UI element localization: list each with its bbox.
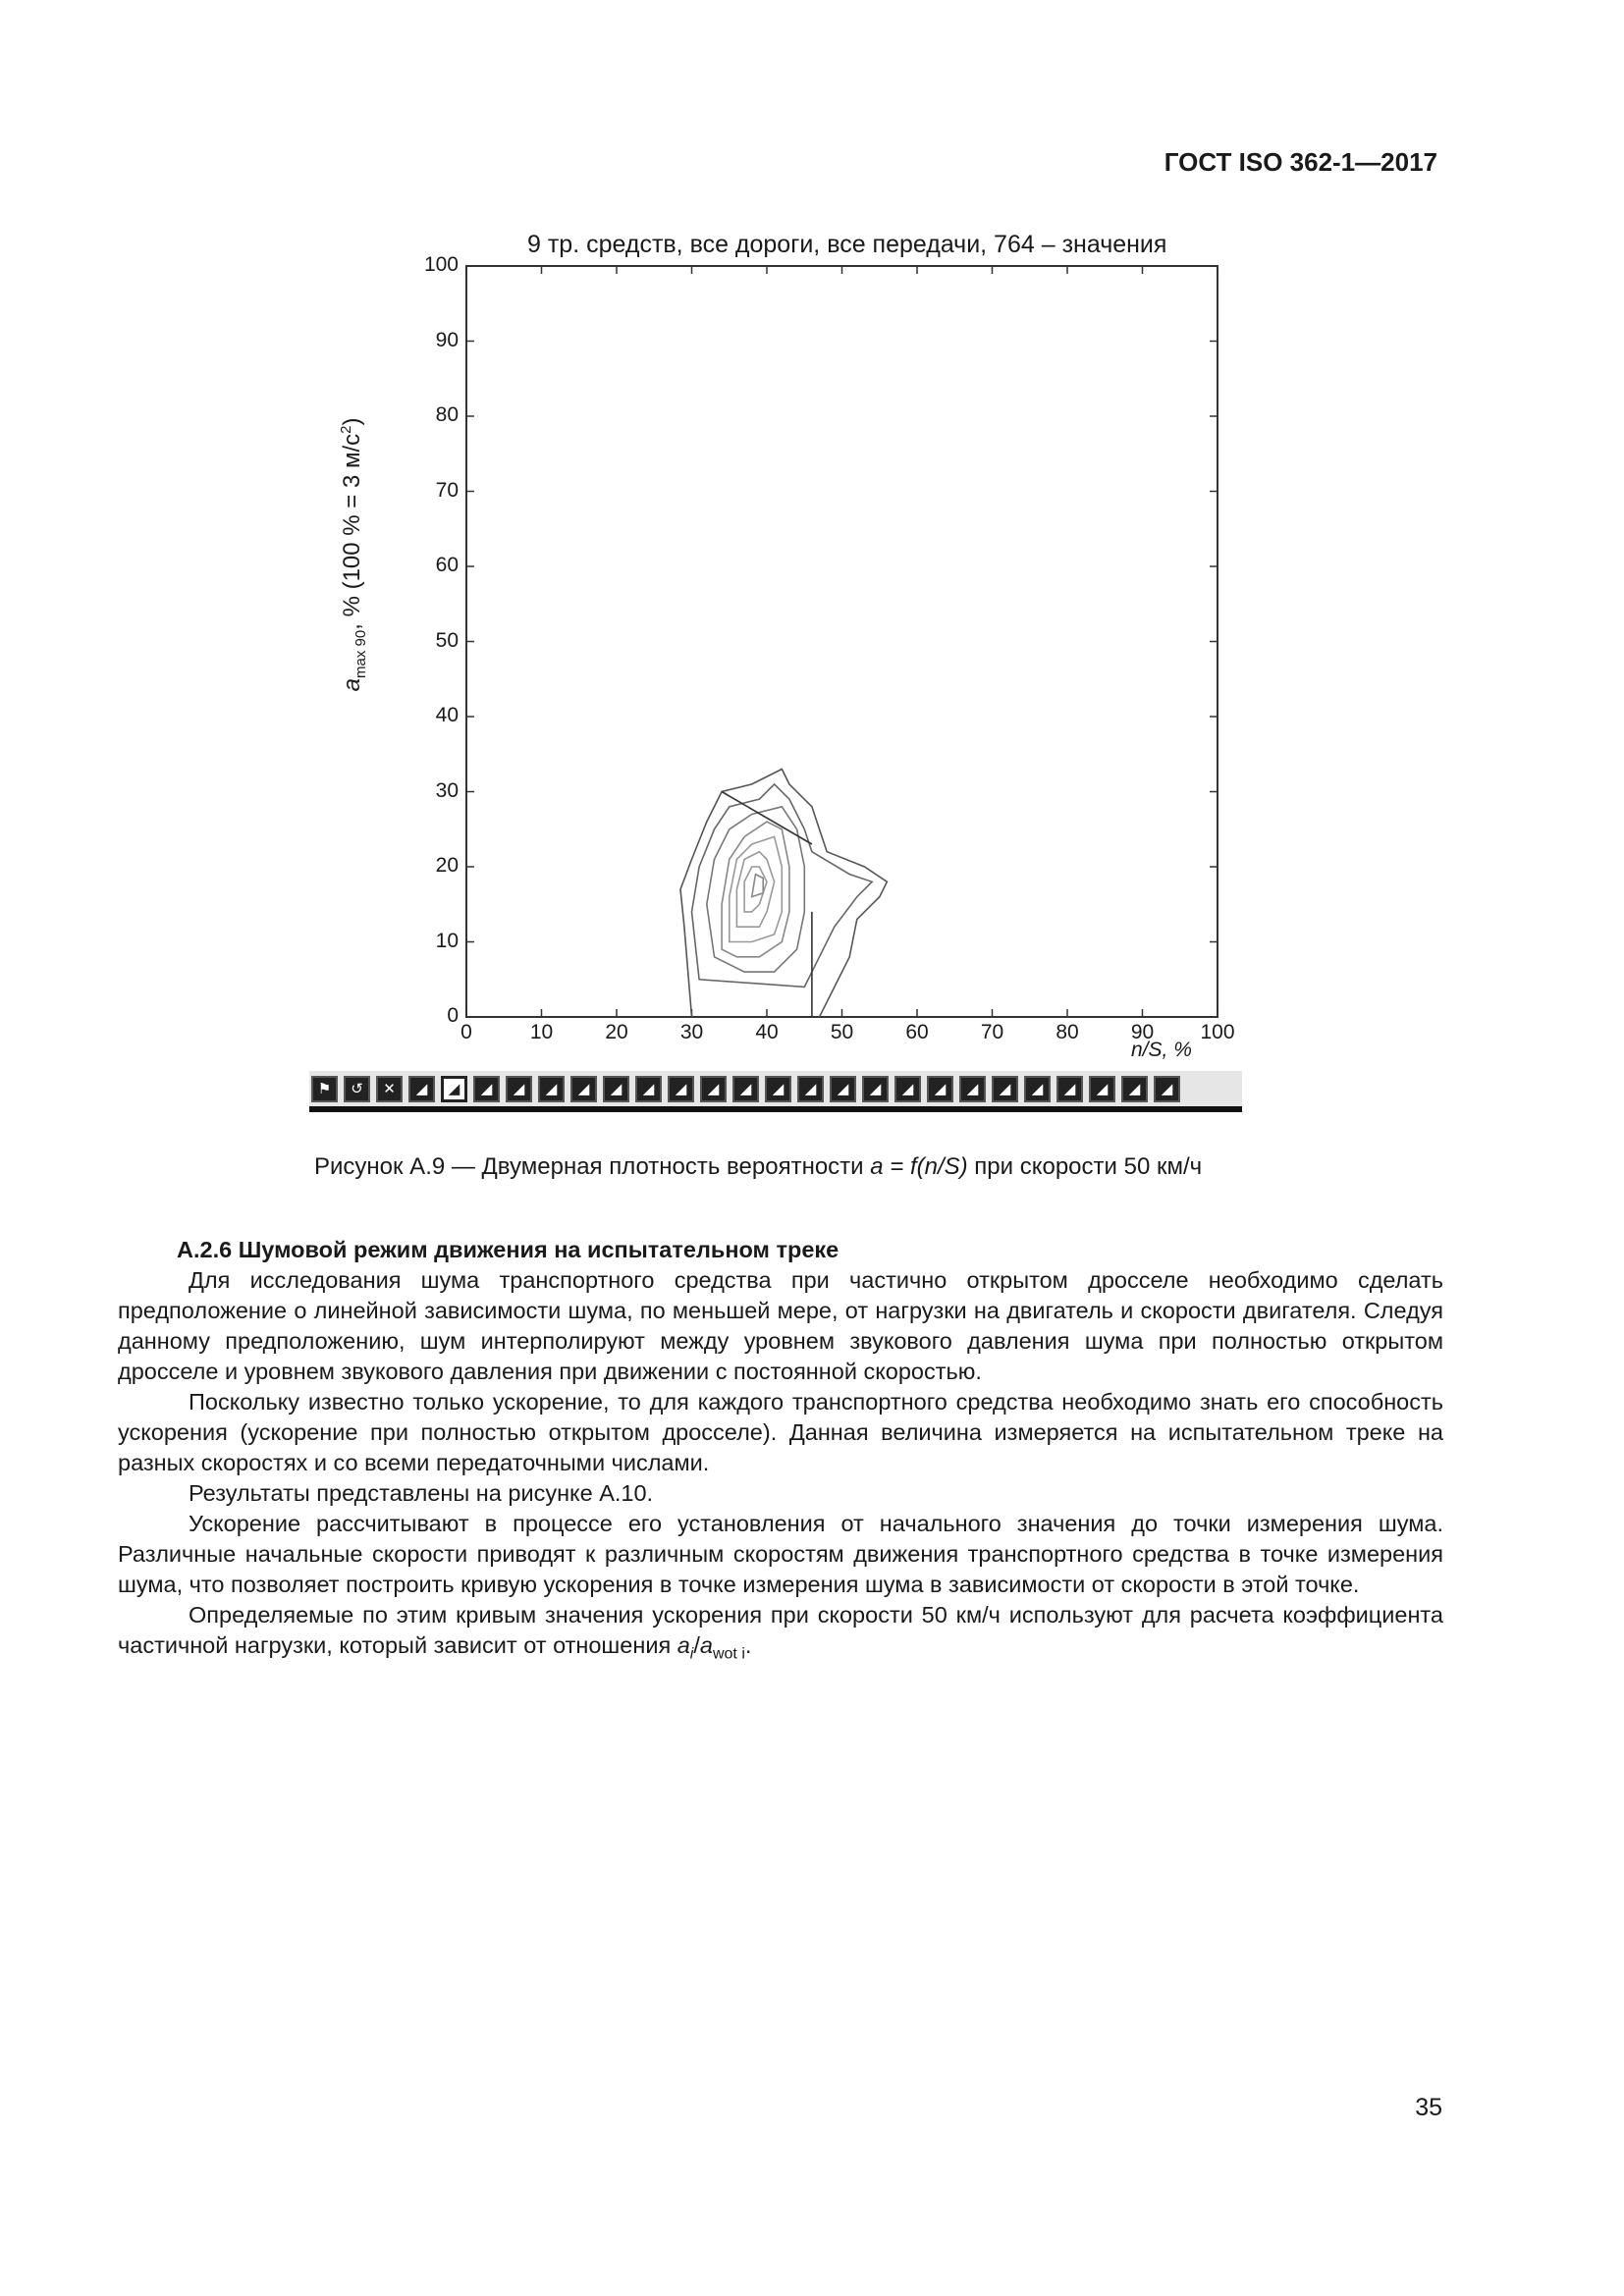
x-tick-label: 80 bbox=[1056, 1021, 1079, 1043]
plot-icon[interactable]: ◢ bbox=[506, 1076, 532, 1102]
page-number: 35 bbox=[1415, 2094, 1442, 2121]
paragraph-2: Поскольку известно только ускорение, то для каждого транспортного средства необходимо знать его способность ускорения (ускорение при полностью открытом дросселе). Данная величина измеряется на испытательном треке на разных скоростях и со всеми передаточными числами. bbox=[118, 1389, 1443, 1475]
chart-title: 9 тр. средств, все дороги, все передачи, 764 – значения bbox=[527, 231, 1167, 258]
x-tick-label: 0 bbox=[460, 1021, 472, 1043]
figure-toolbar bbox=[309, 1071, 1242, 1112]
figure-caption bbox=[314, 1153, 1202, 1181]
plot-icon[interactable]: ◢ bbox=[700, 1076, 727, 1102]
y-tick-label: 80 bbox=[435, 403, 459, 426]
x-tick-label: 50 bbox=[830, 1021, 854, 1043]
x-tick-label: 100 bbox=[1200, 1021, 1235, 1043]
y-tick-label: 10 bbox=[435, 929, 459, 952]
plot-icon[interactable]: ◢ bbox=[538, 1076, 565, 1102]
x-tick-label: 10 bbox=[529, 1021, 554, 1043]
plot-icon[interactable]: ◢ bbox=[1056, 1076, 1083, 1102]
y-axis-end: ) bbox=[339, 417, 366, 426]
close-icon[interactable]: ✕ bbox=[376, 1076, 403, 1102]
plot-icon[interactable]: ◢ bbox=[830, 1076, 856, 1102]
x-tick-label: 20 bbox=[605, 1021, 628, 1043]
plot-frame bbox=[466, 266, 1218, 1017]
contour-line bbox=[736, 852, 774, 928]
y-tick-label: 20 bbox=[435, 854, 459, 877]
plot-icon[interactable]: ◢ bbox=[668, 1076, 694, 1102]
caption-prefix: Рисунок А.9 — Двумерная плотность вероятности bbox=[314, 1153, 871, 1180]
plot-icon[interactable]: ◢ bbox=[408, 1076, 435, 1102]
plot-icon[interactable]: ◢ bbox=[1024, 1076, 1051, 1102]
plot-icon[interactable]: ◢ bbox=[1121, 1076, 1148, 1102]
y-axis-subscript: max 90 bbox=[352, 629, 369, 678]
plot-icon[interactable]: ◢ bbox=[603, 1076, 629, 1102]
plot-icon[interactable]: ◢ bbox=[1089, 1076, 1115, 1102]
y-tick-label: 70 bbox=[435, 478, 459, 502]
contour-line bbox=[752, 875, 764, 897]
y-tick-label: 50 bbox=[435, 628, 459, 652]
rotate-icon[interactable]: ↺ bbox=[344, 1076, 370, 1102]
x-tick-label: 30 bbox=[679, 1021, 704, 1043]
x-axis-label: n/S, % bbox=[1131, 1039, 1192, 1061]
y-tick-label: 60 bbox=[435, 554, 459, 576]
paragraph-5-text: Определяемые по этим кривым значения ускорения при скорости 50 км/ч используют для расчета коэффициента частичной нагрузки, который зависит от отношения bbox=[118, 1602, 1443, 1658]
paragraph-5 bbox=[118, 1600, 1443, 1670]
plot-icon[interactable]: ◢ bbox=[797, 1076, 824, 1102]
ratio-awot: a bbox=[699, 1632, 713, 1658]
y-tick-label: 90 bbox=[435, 328, 459, 351]
contour-line bbox=[722, 822, 789, 957]
plot-icon[interactable]: ◢ bbox=[732, 1076, 759, 1102]
plot-icon[interactable]: ◢ bbox=[992, 1076, 1018, 1102]
plot-icon[interactable]: ◢ bbox=[570, 1076, 597, 1102]
x-tick-label: 40 bbox=[755, 1021, 779, 1043]
x-tick-label: 90 bbox=[1130, 1021, 1155, 1043]
paragraph-3: Результаты представлены на рисунке А.10. bbox=[189, 1480, 654, 1506]
section-heading: А.2.6 Шумовой режим движения на испытательном треке bbox=[177, 1237, 839, 1262]
plot-icon[interactable]: ◢ bbox=[959, 1076, 986, 1102]
zoom-icon[interactable]: ⚑ bbox=[311, 1076, 338, 1102]
caption-suffix: при скорости 50 км/ч bbox=[967, 1153, 1203, 1180]
ratio-a: a bbox=[677, 1632, 690, 1658]
figure-a9 bbox=[309, 229, 1242, 1112]
ratio-awot-sub: wot i bbox=[712, 1645, 745, 1663]
x-axis-title bbox=[1131, 1039, 1192, 1062]
y-axis-symbol: a bbox=[339, 677, 366, 692]
caption-formula: a = f(n/S) bbox=[870, 1153, 968, 1180]
plot-icon-selected[interactable]: ◢ bbox=[441, 1076, 467, 1102]
y-tick-label: 0 bbox=[447, 1004, 459, 1027]
ratio-slash: / bbox=[693, 1632, 700, 1658]
x-tick-label: 60 bbox=[905, 1021, 929, 1043]
x-tick-label: 70 bbox=[980, 1021, 1004, 1043]
paragraph-4: Ускорение рассчитывают в процессе его установления от начального значения до точки измерения шума. Различные начальные скорости приводят к различным скоростям движения транспортного средства в точке измерения шума, что позволяет построить кривую ускорения в точке измерения шума в зависимости от скорости в этой точке. bbox=[118, 1511, 1443, 1597]
paragraph-1: Для исследования шума транспортного средства при частично открытом дросселе необходимо сделать предположение о линейной зависимости шума, по меньшей мере, от нагрузки на двигатель и скорости двигателя. Следуя данному предположению, шум интерполируют между уровнем звукового давления шума при полностью открытом дросселе и уровнем звукового давления при движении с постоянной скоростью. bbox=[118, 1267, 1443, 1384]
plot-icon[interactable]: ◢ bbox=[635, 1076, 662, 1102]
plot-icon[interactable]: ◢ bbox=[473, 1076, 500, 1102]
plot-icon[interactable]: ◢ bbox=[927, 1076, 953, 1102]
y-tick-label: 30 bbox=[435, 778, 459, 802]
plot-icon[interactable]: ◢ bbox=[862, 1076, 889, 1102]
y-tick-label: 40 bbox=[435, 704, 459, 726]
plot-icon[interactable]: ◢ bbox=[765, 1076, 791, 1102]
document-standard-header: ГОСТ ISO 362-1—2017 bbox=[1164, 147, 1437, 177]
paragraph-5-end: . bbox=[744, 1632, 752, 1658]
plot-icon[interactable]: ◢ bbox=[894, 1076, 921, 1102]
section-a26 bbox=[118, 1235, 1443, 1670]
y-axis-unit: , % (100 % = 3 м/с bbox=[339, 433, 366, 630]
ratio-a-sub: i bbox=[689, 1645, 694, 1663]
y-axis-superscript: 2 bbox=[338, 425, 355, 434]
plot-icon[interactable]: ◢ bbox=[1154, 1076, 1180, 1102]
y-tick-label: 100 bbox=[423, 253, 459, 276]
